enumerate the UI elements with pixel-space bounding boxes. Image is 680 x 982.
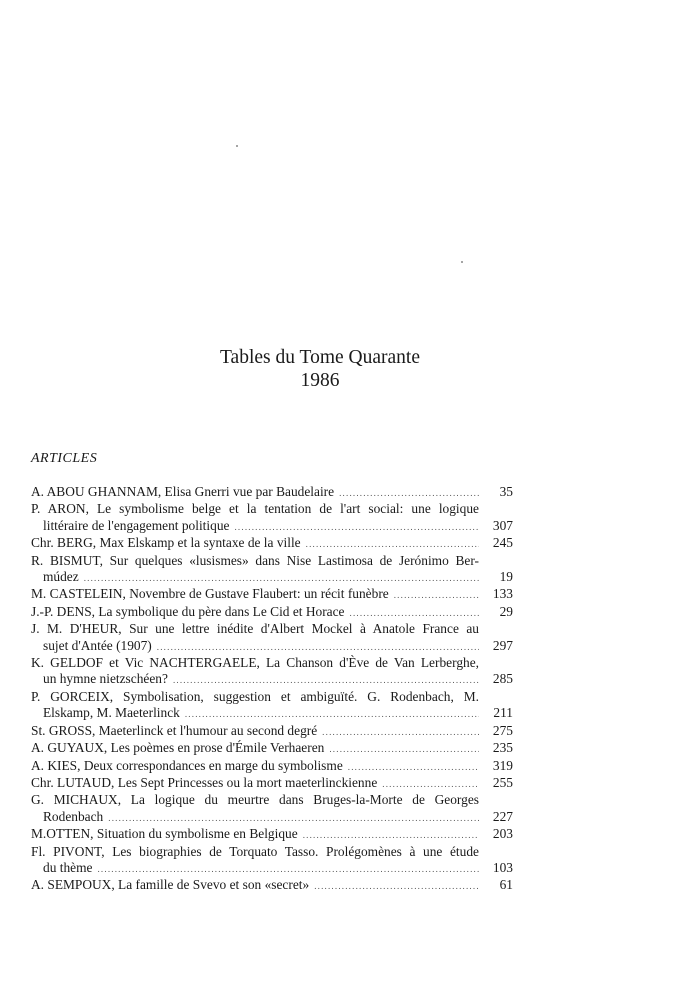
toc-entry-text: múdez xyxy=(43,569,79,585)
toc-entry-line: K. GELDOF et Vic NACHTERGAELE, La Chanson d'Ève de Van Lerberghe, xyxy=(31,655,479,671)
toc-entry-last-line xyxy=(31,535,513,552)
toc-entry-text: Elskamp, M. Maeterlinck xyxy=(43,705,180,721)
leader-dots xyxy=(234,519,479,535)
speck-mark xyxy=(236,145,238,147)
toc-entry xyxy=(31,586,513,603)
leader-dots xyxy=(185,706,479,722)
toc-entry xyxy=(31,877,513,894)
toc-entry-last-line xyxy=(31,484,513,501)
toc-entry-last-line xyxy=(31,758,513,775)
page-number: 211 xyxy=(493,705,513,721)
toc-entry xyxy=(31,792,513,826)
toc-entry-text: St. GROSS, Maeterlinck et l'humour au second degré xyxy=(31,722,318,738)
toc-entry xyxy=(31,723,513,740)
leader-dots xyxy=(350,605,480,621)
page-number: 245 xyxy=(492,535,513,551)
toc-entry xyxy=(31,689,513,723)
toc-entry-line: P. GORCEIX, Symbolisation, suggestion et ambiguïté. G. Rodenbach, M. xyxy=(31,688,479,704)
toc-entry-text: du thème xyxy=(43,859,93,875)
toc-entry xyxy=(31,740,513,757)
section-heading: ARTICLES xyxy=(31,451,98,466)
page-number: 275 xyxy=(492,722,513,738)
leader-dots xyxy=(303,827,479,843)
leader-dots xyxy=(348,759,479,775)
page-number: 61 xyxy=(499,877,513,893)
toc-entry-last-line xyxy=(31,569,513,586)
toc-entry-last-line xyxy=(31,705,513,722)
toc-entry xyxy=(31,621,513,655)
leader-dots xyxy=(84,570,479,586)
title-line-2: 1986 xyxy=(300,370,340,391)
leader-dots xyxy=(382,776,479,792)
toc-entry-text: littéraire de l'engagement politique xyxy=(43,517,230,533)
toc-entry-text: Rodenbach xyxy=(43,808,104,824)
toc-entry xyxy=(31,826,513,843)
toc-entry xyxy=(31,758,513,775)
toc-entry-text: M. CASTELEIN, Novembre de Gustave Flaubert: un récit funèbre xyxy=(31,586,389,602)
toc-entry-text: M.OTTEN, Situation du symbolisme en Belgique xyxy=(31,826,298,842)
toc-entry xyxy=(31,775,513,792)
leader-dots xyxy=(394,587,479,603)
page-number: 29 xyxy=(499,603,513,619)
leader-dots xyxy=(173,672,479,688)
toc-entry-line: G. MICHAUX, La logique du meurtre dans Bruges-la-Morte de Georges xyxy=(31,792,479,808)
toc-entry-last-line xyxy=(31,877,513,894)
page-number: 203 xyxy=(492,826,513,842)
page-number: 103 xyxy=(492,859,513,875)
toc-entry-text: un hymne nietzschéen? xyxy=(43,671,168,687)
page-title xyxy=(120,346,520,392)
page-number: 319 xyxy=(492,757,513,773)
leader-dots xyxy=(339,485,479,501)
page-number: 255 xyxy=(492,774,513,790)
toc-entry-text: A. KIES, Deux correspondances en marge du symbolisme xyxy=(31,757,343,773)
toc-entry-last-line xyxy=(31,740,513,757)
toc-entry xyxy=(31,604,513,621)
toc-entry-text: sujet d'Antée (1907) xyxy=(43,637,152,653)
leader-dots xyxy=(108,810,479,826)
toc-entry-text: Chr. LUTAUD, Les Sept Princesses ou la mort maeterlinckienne xyxy=(31,774,378,790)
toc-entry-last-line xyxy=(31,809,513,826)
toc-entry xyxy=(31,655,513,689)
table-of-contents xyxy=(31,484,513,895)
toc-entry-last-line xyxy=(31,860,513,877)
page-number: 19 xyxy=(499,569,513,585)
toc-entry xyxy=(31,553,513,587)
page-number: 297 xyxy=(492,637,513,653)
page-number: 227 xyxy=(492,808,513,824)
toc-entry-last-line xyxy=(31,638,513,655)
toc-entry xyxy=(31,535,513,552)
leader-dots xyxy=(322,724,479,740)
toc-entry xyxy=(31,501,513,535)
toc-entry-last-line xyxy=(31,586,513,603)
page-number: 35 xyxy=(499,484,513,499)
page-number: 235 xyxy=(492,740,513,756)
toc-entry-last-line xyxy=(31,518,513,535)
leader-dots xyxy=(97,861,479,877)
toc-entry-last-line xyxy=(31,723,513,740)
toc-entry-last-line xyxy=(31,671,513,688)
toc-entry-text: J.-P. DENS, La symbolique du père dans Le Cid et Horace xyxy=(31,603,345,619)
toc-entry-last-line xyxy=(31,826,513,843)
leader-dots xyxy=(314,878,479,894)
toc-entry-line: J. M. D'HEUR, Sur une lettre inédite d'Albert Mockel à Anatole France au xyxy=(31,621,479,637)
title-line-1: Tables du Tome Quarante xyxy=(220,347,420,368)
leader-dots xyxy=(306,536,479,552)
page-number: 285 xyxy=(492,671,513,687)
leader-dots xyxy=(329,741,479,757)
toc-entry-line: Fl. PIVONT, Les biographies de Torquato Tasso. Prolégomènes à une étude xyxy=(31,843,479,859)
toc-entry xyxy=(31,844,513,878)
speck-mark xyxy=(461,261,463,263)
page-number: 307 xyxy=(492,517,513,533)
toc-entry-last-line xyxy=(31,604,513,621)
toc-entry-text: A. ABOU GHANNAM, Elisa Gnerri vue par Baudelaire xyxy=(31,484,335,499)
leader-dots xyxy=(157,639,479,655)
page-number: 133 xyxy=(492,586,513,602)
toc-entry-text: A. GUYAUX, Les poèmes en prose d'Émile Verhaeren xyxy=(31,740,325,756)
toc-entry-text: A. SEMPOUX, La famille de Svevo et son «secret» xyxy=(31,877,310,893)
toc-entry-text: Chr. BERG, Max Elskamp et la syntaxe de la ville xyxy=(31,535,301,551)
toc-entry xyxy=(31,484,513,501)
toc-entry-line: R. BISMUT, Sur quelques «lusismes» dans Nise Lastimosa de Jerónimo Ber- xyxy=(31,552,479,568)
toc-entry-line: P. ARON, Le symbolisme belge et la tentation de l'art social: une logique xyxy=(31,501,479,517)
toc-entry-last-line xyxy=(31,775,513,792)
